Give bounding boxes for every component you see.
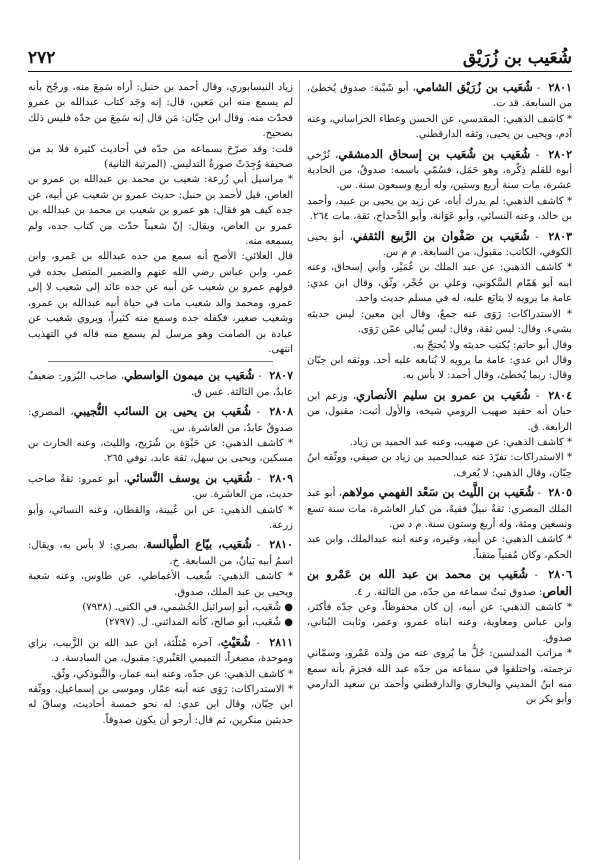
entry-text: ، صاحب البُزور: ضعيفٌ عابدٌ، من الثالثة. عس ق. [28,371,293,398]
entry-note: وقال ابن عدي: عامة ما يرويه لا يُتابعه عليه أحد. ووثقه ابن حِبّان وقال: ربما يُخطئ، وقال أحمد: لا بأس به. [307,354,572,382]
entry-text: ، وزعم ابن حبان أنه حفيد صهيب الرومي شيخه، والأول أثبت: مقبول، من الرابعة. ق. [307,390,572,433]
entry-note: * الاستدراكات: رَوَى عنه جمعٌ، وقال ابن معين: ليس حديثه بشيء، وقال: ليس ثقة، وقال: ليس يُبالي عمّن رَوَى. [307,308,572,336]
entry-note: * كاشف الذهبي: عن أبيه، وغيره، وعنه ابنه عبدالملك، وابن عبد الحكم، وكان مُفتياً متقناً. [307,534,572,561]
narrator-name: شُعَيب بن صَفْوان بن الرَّبيع الثقفي [352,228,530,243]
continuation-paragraph: قلت: وقد صرّحَ بسماعه من جدّه في أحاديث كثيرة فلا بد من صحيفة وُجِدَتْ صورةُ التدليس. (المرتبة الثانية) [28,143,293,171]
narrator-name: شُعَيب، بيّاع الطَّيالسة [146,537,252,552]
entry-note: * كاشف الذهبي: عن عبد الملك بن عُمَيْر، وأبي إسحاق، وعنه ابنه أبو هَمّام السَّكوني، وعلي بن حُجْر، وثّق، وقال ابن عدي: عامة ما يرويه لا يتابَع عليه، له في مسلم حديث واحد. [307,262,572,305]
entry-number: ٢٨٠٤ [548,388,572,402]
narrator-name: شُعَيْثِ [220,634,251,649]
narrator-name: شُعَيب بن اللَّيث بن سَعْد الفهمي مولاهم [342,485,535,500]
narrator-name: شُعَيب بن محمد بن عبد الله بن عَمْرو بن العاص [307,567,572,598]
narrator-name: شُعَيب بن يوسف النَّسائي [126,470,253,485]
entry-number: ٢٨٠٢ [548,147,572,161]
entry-heading: ٢٨٠٥ - شُعَيب بن اللَّيث بن سَعْد الفهمي مولاهم، أبو عبد الملك المصري: ثقةٌ نبيلٌ فقيهٌ، من كبار العاشرة، مات سنة تسع وتسعين ومئة، وله أربع وستون سنة. م د س. [307,485,572,530]
entry-note: * الاستدراكات: رَوَى عنه أبنه عمّار، وموسى بن إسماعيل، ووثّقه ابن حِبّان، وقال ابن عدي: له نحو خمسة أحاديث، وساقَ له حديثين منكرين، ثم قال: أرجو أن يكون صدوقاً. [28,684,293,726]
biography-entry [28,368,293,400]
entry-number: ٢٨٠٦ [548,568,572,582]
entry-heading: ٢٨٠٧ - شُعَيب بن ميمون الواسطي، صاحب البُزور: ضعيفٌ عابدٌ، من الثالثة. عس ق. [28,368,293,398]
entry-note: * كاشف الذهبي: عن جدّه، وعنه ابنه عمار، والتَّبوذكي، وثّق. [50,668,293,680]
entry-note: ● شُعَيب، أبو إسرائيل الجُشمي، في الكنى. (٧٩٣٨) [82,602,293,613]
biography-entry [307,229,572,384]
biography-entry [28,471,293,534]
entry-note: ● شُعَيب، أبو صالح، كأنه المدائني. ل. (٢٧٩٧) [105,617,293,629]
entry-heading: ٢٨١١ - شُعَيْثِ، آخره مُثلّثة، ابن عبد الله بن الزَّبيب، بزاي وموحدة، مصغراً، التميمي العَنْبري: مقبول، من السادسة. د. [28,634,293,665]
page-header [28,42,572,72]
entry-text: : صدوق ثبتٌ سماعه من جدّه، من الثالثة. ر ٤. [354,586,543,598]
entry-note: * كاشف الذهبي: عن صهيب، وعنه عبد الحميد بن زياد. [349,436,572,448]
biography-entry [28,635,293,728]
section-separator [48,361,273,362]
entry-note: * مراتب المدلسين: جُلُّ ما يُروى عنه من ولده عَمْرو، وسمّاني ترجمته، واختلفوا في سماعه من جدّه عبد الله فجزمَ بأنه سمع منه ابنُ المديني والبخاري والدارقطني وأحمد بن سعيد الدارمي وأبو بكر بن [307,648,572,706]
narrator-name: شُعَيب بن زُرَيْق الشامي [415,80,533,94]
entry-heading: ٢٨٠٣ - شُعَيب بن صَفْوان بن الرَّبيع الثقفي، أبو يحيى الكوفي، الكاتب: مقبول، من السابعة. م م س. [307,228,572,259]
entry-number: ٢٨٠٧ [269,369,293,383]
left-entries [28,368,293,728]
entry-number: ٢٨١١ [269,635,293,649]
entry-heading: ٢٨١٠ - شُعَيب، بيّاع الطَّيالسة، بصري: لا بأس به، ويقال: اسمُ أبيه بَيانٌ، من السابعة. خ. [28,537,293,567]
biography-entry [307,388,572,481]
page-number: ٢٧٢ [28,48,56,68]
entry-note: وقال أبو حاتم: يُكتب حديثه ولا يُحتجّ به. [412,339,572,351]
entry-text: ، أبو عبد الملك المصري: ثقةٌ نبيلٌ فقيهٌ، من كبار العاشرة، مات سنة تسع وتسعين ومئة، وله أربع وستون سنة. م د س. [307,488,572,530]
narrator-name: شُعَيب بن عمرو بن سليم الأنصاري [355,387,531,402]
narrator-name: شُعَيب بن شُعَيب بن إسحاق الدمشقي [338,146,531,161]
entry-number: ٢٨٠٣ [548,229,572,243]
entry-heading: ٢٨٠٨ - شُعَيب بن يحيى بن السائب التُّجيبي، المصري: صدوقٌ عابدٌ، من العاشرة. س. [28,404,293,434]
left-column [28,80,293,860]
biography-entry [307,80,572,143]
entry-heading: ٢٨٠٩ - شُعَيب بن يوسف النَّسائي، أبو عمرو: ثقةٌ صاحب حديث، من العاشرة. س. [28,470,293,501]
entry-heading: ٢٨٠٦ - شُعَيب بن محمد بن عبد الله بن عَمْرو بن العاص: صدوق ثبتٌ سماعه من جدّه، من الثالثة. ر ٤. [307,567,572,598]
entry-number: ٢٨١٠ [269,538,293,552]
biography-entry [307,567,572,708]
entry-note: * كاشف الذهبي: عن ابن عُيينة، والقطان، وعنه النسائي، وأبو زرعة. [28,504,293,531]
entry-note: * كاشف الذهبي: عن أبيه، إن كان محفوظاً، وعن جدّه فأكثر، وابن عباس ومعاوية، وعنه ابناه عمرو، وعمر، وثابت البُناني، صدوق. [307,602,572,644]
continuation-paragraph: زياد النيسابوري، وقال أحمد بن حنبل: أراه سَمِعَ منه، ورجّح بأنه لم يسمع منه ابن مَعين، قال: إنه وجَد كتاب عبدالله بن عمرو فحدّث منه. وقال ابن حِبّان: مَن قال إنه سَمِعَ من جدّه فليس ذلك بصحيح. [28,82,293,140]
continuation-paragraph: قال العلائي: الأصح أنه سمع من جده عبدالله بن عَمرو، وابن عمر، وابن عباس رضي الله عنهم والضمير المتصل بجده في قولهم عمرو بن شعيب عن أبيه عن جده عائد إلى شعيب لا إلى عمرو، ومحمد والد شعيب مات في حياة أبيه عبدالله بن عمرو، وشعيب صغير، فكفله جده وسمع منه كثيراً، ويروي شعيب عن عبادة بن الصامت وهو مرسل لم يسمع منه قاله في التهذيب انتهى. [28,251,293,355]
continuation-text [28,80,293,357]
running-title: شُعَيب بن زُرَيْق [462,48,572,68]
entry-text: ، أبو شَيْبة: صدوق يُخطئ، من السابعة. قد ت. [307,83,572,110]
entry-number: ٢٨٠١ [548,81,572,94]
entry-heading: ٢٨٠٢ - شُعَيب بن شُعَيب بن إسحاق الدمشقي، نُرْخي أبوه للقلم ذِكْره، وهو حَمَل، فسُمّي باسمه: صدوقٌ، من الحادية عشرة، مات سنة أربع وستين، وله أربع وسبعون سنة. س. [307,146,572,192]
continuation-paragraph: * مراسيل أبي زُرعة: شعيب بن محمد بن عبدالله بن عمرو بن العاص، قيل لأحمد بن حنبل: حديث عمرو بن شعيب عن أبيه، عن جده كيف هو فقال: هو عمرو بن شعيب بن محمد بن عبدالله بن عمرو بن العاص، ويقال: إنّ شعيباً حدّث من كتاب جده، ولم يسمعه منه. [28,174,293,248]
entry-text: ، المصري: صدوقٌ عابدٌ، من العاشرة. س. [28,407,293,434]
entry-text: ، أبو عمرو: ثقةٌ صاحب حديث، من العاشرة. س. [28,473,293,501]
entry-text: ، نُرْخي أبوه للقلم ذِكْره، وهو حَمَل، فسُمّي باسمه: صدوقٌ، من الحادية عشرة، مات سنة أربع وستين، وله أربع وسبعون سنة. س. [307,149,572,192]
right-column [307,80,572,860]
entry-heading: ٢٨٠١ - شُعَيب بن زُرَيْق الشامي، أبو شَيْبة: صدوق يُخطئ، من السابعة. قد ت. [307,80,572,110]
biography-entry [307,485,572,563]
biography-entry [307,147,572,225]
entry-note: * كاشف الذهبي: لم يدرك أباه، عن زيد بن يحيى بن عبيد، وأحمد بن خالد، وعنه النسائي، وأبو عَوَانة، وأبو الدَّحداح، ثقة، مات ٢٦٤. [307,195,572,223]
entry-note: * كاشف الذهبي: شُعيب الأغماطي، عن طاوس، وعنه شعبة ويحيى بن عبد الملك، صدوق. [28,571,293,598]
entry-number: ٢٨٠٨ [269,405,293,419]
entry-note: * الاستدراكات: تفرّدَ عنه عبدالحميد بن زياد بن صيفي، ووثّقه ابنُ حِبّان، وقال الذهبي: لا يُعرف. [307,452,572,479]
entry-heading: ٢٨٠٤ - شُعَيب بن عمرو بن سليم الأنصاري، وزعم ابن حبان أنه حفيد صهيب الرومي شيخه، والأول أثبت: مقبول، من الرابعة. ق. [307,387,572,433]
entry-text: ، آخره مُثلّثة، ابن عبد الله بن الزَّبيب، بزاي وموحدة، مصغراً، التميمي العَنْبري: مقبول، من السادسة. د. [28,637,293,665]
entry-note: * كاشف الذهبي: عن حَيْوَة بن شُرَيح، والليث، وعنه الحارث بن مسكين، ويحيى بن سهل، ثقة عابد، توفي ٢٦٥. [28,437,293,465]
entry-text: ، أبو يحيى الكوفي، الكاتب: مقبول، من السابعة. م م س. [307,231,572,259]
entry-number: ٢٨٠٩ [269,471,293,485]
entry-note: * كاشف الذهبي: المقدسي، عن الحسن وعطاء الخراساني، وعنه آدم، ويحيى بن يحيى، وثقه الدارقطني. [307,113,572,141]
biography-entry [28,404,293,467]
biography-entry [28,537,293,630]
narrator-name: شُعَيب بن ميمون الواسطي [123,368,255,383]
column-divider [299,80,300,860]
entry-text: ، بصري: لا بأس به، ويقال: اسمُ أبيه بَيانٌ، من السابعة. خ. [28,540,293,567]
entry-number: ٢٨٠٥ [548,486,572,500]
narrator-name: شُعَيب بن يحيى بن السائب التُّجيبي [73,404,252,419]
